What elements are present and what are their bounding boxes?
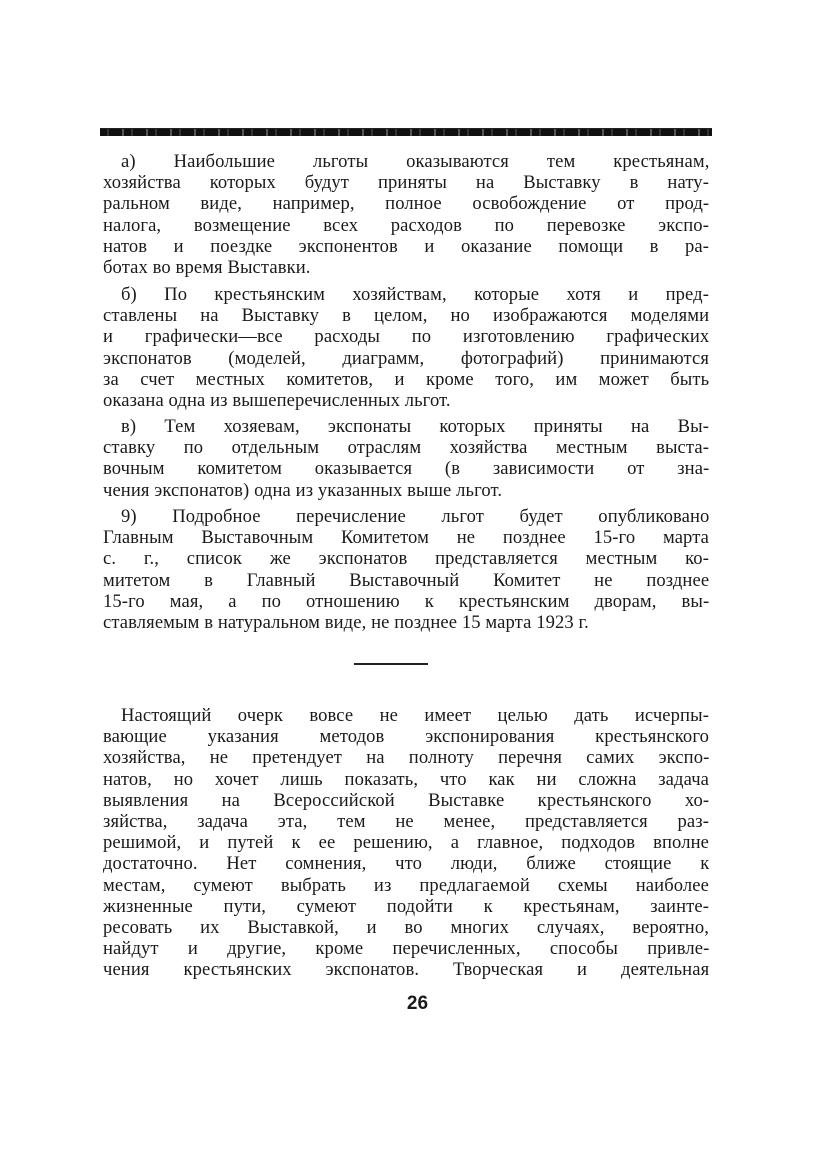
paragraph-9 <box>103 506 709 633</box>
text-line: митетом в Главный Выставочный Комитет не позднее <box>103 569 710 591</box>
text-line: зяйства, задача эта, тем не менее, представляется раз- <box>103 811 709 833</box>
text-line: 15-го мая, а по отношению к крестьянским дворам, вы- <box>103 590 710 612</box>
text-line: и графически—все расходы по изготовлению графических <box>103 326 710 348</box>
section-divider <box>354 663 428 665</box>
text-line: чения экспонатов) одна из указанных выше льгот. <box>103 479 503 501</box>
text-line: достаточно. Нет сомнения, что люди, ближе стоящие к <box>103 853 710 875</box>
text-line: б) По крестьянским хозяйствам, которые хотя и пред- <box>121 284 710 305</box>
text-line: чения крестьянских экспонатов. Творческая и деятельная <box>103 959 710 981</box>
paragraph-v <box>103 416 709 501</box>
text-line: 9) Подробное перечисление льгот будет опубликовано <box>121 506 710 527</box>
page-number: 26 <box>406 993 429 1014</box>
text-line: вающие указания методов экспонирования крестьянского <box>103 726 709 748</box>
text-line: налога, возмещение всех расходов по перевозке экспо- <box>103 214 709 236</box>
paragraph-a <box>103 151 709 278</box>
paragraph-essay <box>103 705 709 981</box>
top-decorative-rule <box>100 128 712 136</box>
text-line: Главным Выставочным Комитетом не позднее 15-го марта <box>103 527 710 549</box>
text-line: решимой, и путей к ее решению, а главное, подходов вполне <box>103 832 709 854</box>
text-line: жизненные пути, сумеют подойти к крестьянам, заинте- <box>103 895 709 917</box>
text-line: ставляемым в натуральном виде, не позднее 15 марта 1923 г. <box>103 612 589 634</box>
text-line: оказана одна из вышеперечисленных льгот. <box>103 390 451 412</box>
text-line: натов и поездке экспонентов и оказание помощи в ра- <box>103 235 710 257</box>
text-line: ральном виде, например, полное освобождение от прод- <box>103 193 710 215</box>
text-line: ресовать их Выставкой, и во многих случаях, вероятно, <box>103 917 709 939</box>
text-line: в) Тем хозяевам, экспонаты которых приняты на Вы- <box>121 416 709 437</box>
text-line: выявления на Всероссийской Выставке крестьянского хо- <box>103 789 710 811</box>
text-line: ставлены на Выставку в целом, но изображаются моделями <box>103 305 710 327</box>
text-line: хозяйства, не претендует на полноту перечня самих экспо- <box>103 747 710 769</box>
text-line: с. г., список же экспонатов представляется местным ко- <box>103 548 709 570</box>
text-line: натов, но хочет лишь показать, что как ни сложна задача <box>103 768 709 790</box>
paragraph-b <box>103 284 709 411</box>
text-line: ставку по отдельным отраслям хозяйства местным выста- <box>103 437 709 459</box>
text-line: местам, сумеют выбрать из предлагаемой схемы наиболее <box>103 874 709 896</box>
text-line: вочным комитетом оказывается (в зависимости от зна- <box>103 458 710 480</box>
text-line: ботах во время Выставки. <box>103 257 311 279</box>
text-line: Настоящий очерк вовсе не имеет целью дать исчерпы- <box>121 705 709 726</box>
text-line: найдут и другие, кроме перечисленных, способы привле- <box>103 938 710 960</box>
text-line: за счет местных комитетов, и кроме того, им может быть <box>103 368 710 390</box>
text-line: экспонатов (моделей, диаграмм, фотографий) принимаются <box>103 347 709 369</box>
text-line: а) Наибольшие льготы оказываются тем крестьянам, <box>121 151 710 172</box>
text-line: хозяйства которых будут приняты на Выставку в нату- <box>103 172 709 194</box>
